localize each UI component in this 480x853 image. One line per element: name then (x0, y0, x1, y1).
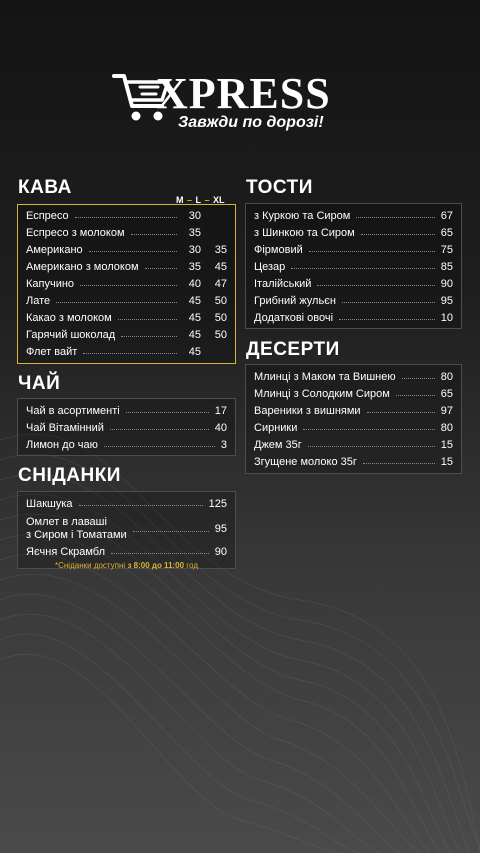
dot-leader (110, 429, 209, 430)
note-suffix: год (184, 561, 198, 570)
dot-leader (83, 353, 177, 354)
item-price-large: 50 (214, 294, 227, 307)
size-m-label: M (176, 195, 184, 205)
menu-item[interactable] (254, 419, 453, 436)
dot-leader (402, 378, 435, 379)
item-price: 17 (214, 404, 227, 417)
menu-item[interactable] (254, 402, 453, 419)
item-name: Чай Вітамінний (26, 421, 104, 434)
item-name: Американо (26, 243, 83, 256)
toasts-menu-box (245, 203, 462, 329)
item-price: 15 (440, 438, 453, 451)
dot-leader (356, 217, 434, 218)
item-price: 45 (188, 294, 201, 307)
item-name: Грибний жульєн (254, 294, 336, 307)
size-separator: – (202, 195, 213, 205)
dot-leader (121, 336, 177, 337)
size-l-label: L (195, 195, 202, 205)
note-time: з 8:00 до 11:00 (127, 561, 185, 570)
item-price: 45 (188, 311, 201, 324)
menu-item[interactable] (254, 309, 453, 326)
item-name: Шакшука (26, 497, 73, 510)
item-name: Еспресо (26, 209, 69, 222)
menu-item[interactable] (254, 258, 453, 275)
menu-item[interactable] (254, 453, 453, 470)
desserts-heading: ДЕСЕРТИ (246, 339, 340, 360)
item-name: Згущене молоко 35г (254, 455, 357, 468)
dot-leader (145, 268, 177, 269)
dot-leader (396, 395, 435, 396)
menu-item[interactable] (254, 241, 453, 258)
item-name: Сирники (254, 421, 298, 434)
menu-item[interactable] (254, 275, 453, 292)
menu-item[interactable] (26, 275, 227, 292)
item-price: 40 (188, 277, 201, 290)
coffee-heading: КАВА (18, 177, 72, 198)
item-name: Американо з молоком (26, 260, 139, 273)
item-price: 45 (188, 328, 201, 341)
item-price: 95 (214, 523, 227, 535)
item-price: 65 (440, 387, 453, 400)
item-price: 90 (214, 545, 227, 558)
menu-item[interactable] (254, 385, 453, 402)
dot-leader (367, 412, 435, 413)
dot-leader (79, 505, 203, 506)
dot-leader (104, 446, 215, 447)
menu-item[interactable] (26, 207, 227, 224)
item-name: Фірмовий (254, 243, 303, 256)
dot-leader (303, 429, 434, 430)
dot-leader (111, 553, 209, 554)
menu-item[interactable] (254, 368, 453, 385)
item-name-line: з Сиром і Томатами (26, 529, 127, 541)
dot-leader (339, 319, 435, 320)
item-name: Італійський (254, 277, 312, 290)
dot-leader (118, 319, 177, 320)
item-price-large: 47 (214, 277, 227, 290)
item-name: Гарячий шоколад (26, 328, 116, 341)
menu-item[interactable] (26, 343, 227, 360)
item-name: з Шинкою та Сиром (254, 226, 355, 239)
item-price-large: 50 (214, 311, 227, 324)
item-name: Яєчня Скрамбл (26, 545, 106, 558)
desserts-menu-box (245, 364, 462, 474)
item-price: 10 (440, 311, 453, 324)
dot-leader (89, 251, 177, 252)
item-price: 95 (440, 294, 453, 307)
item-name: Еспресо з молоком (26, 226, 125, 239)
item-price-large: 50 (214, 328, 227, 341)
menu-item[interactable] (26, 326, 227, 343)
dot-leader (133, 531, 209, 532)
coffee-menu-box (17, 204, 236, 364)
item-name: Лимон до чаю (26, 438, 98, 451)
item-price: 35 (188, 226, 201, 239)
item-name-line: Омлет в лаваші (26, 516, 107, 528)
item-name: Цезар (254, 260, 286, 273)
size-separator: – (184, 195, 195, 205)
dot-leader (75, 217, 177, 218)
brand-logo (112, 64, 372, 138)
dot-leader (309, 251, 435, 252)
menu-item[interactable] (254, 292, 453, 309)
dot-leader (126, 412, 209, 413)
breakfast-menu-box (17, 491, 236, 569)
dot-leader (80, 285, 177, 286)
item-price: 80 (440, 370, 453, 383)
item-price-large: 45 (214, 260, 227, 273)
breakfast-heading: СНІДАНКИ (18, 465, 121, 486)
item-price: 75 (440, 243, 453, 256)
item-price: 3 (220, 438, 227, 451)
item-price: 90 (440, 277, 453, 290)
item-price: 67 (440, 209, 453, 222)
item-name: Капучино (26, 277, 75, 290)
menu-item[interactable] (254, 224, 453, 241)
item-name: Флет вайт (26, 345, 78, 358)
menu-item[interactable] (26, 436, 227, 453)
item-name (26, 516, 127, 542)
toasts-heading: ТОСТИ (246, 177, 313, 198)
item-name: Какао з молоком (26, 311, 112, 324)
item-price: 15 (440, 455, 453, 468)
item-price: 40 (214, 421, 227, 434)
item-name: Лате (26, 294, 51, 307)
menu-item[interactable] (26, 514, 227, 544)
item-price: 35 (188, 260, 201, 273)
item-price: 30 (188, 243, 201, 256)
item-price: 30 (188, 209, 201, 222)
menu-item[interactable] (26, 543, 227, 560)
note-prefix: *Сніданки доступні (55, 561, 128, 570)
logo-tagline: Завжди по дорозі! (178, 114, 324, 131)
item-name: Млинці з Солодким Сиром (254, 387, 390, 400)
item-name: Вареники з вишнями (254, 404, 361, 417)
item-name: Додаткові овочі (254, 311, 334, 324)
menu-item[interactable] (26, 224, 227, 241)
item-price: 97 (440, 404, 453, 417)
item-name: Млинці з Маком та Вишнею (254, 370, 396, 383)
item-price-large: 35 (214, 243, 227, 256)
dot-leader (56, 302, 177, 303)
item-price: 65 (440, 226, 453, 239)
dot-leader (361, 234, 435, 235)
menu-item[interactable] (254, 436, 453, 453)
item-price: 85 (440, 260, 453, 273)
menu-item[interactable] (26, 309, 227, 326)
breakfast-hours-note (55, 561, 198, 570)
tea-menu-box (17, 398, 236, 456)
dot-leader (308, 446, 435, 447)
menu-item[interactable] (26, 495, 227, 512)
menu-item[interactable] (26, 258, 227, 275)
item-price: 125 (208, 497, 227, 510)
logo-wordmark: XPRESS (156, 69, 331, 118)
dot-leader (363, 463, 435, 464)
tea-heading: ЧАЙ (18, 373, 61, 394)
item-name: з Куркою та Сиром (254, 209, 351, 222)
menu-item[interactable] (26, 241, 227, 258)
dot-leader (317, 285, 434, 286)
menu-item[interactable] (26, 402, 227, 419)
dot-leader (291, 268, 434, 269)
dot-leader (342, 302, 435, 303)
size-xl-label: XL (213, 195, 225, 205)
item-price: 80 (440, 421, 453, 434)
menu-item[interactable] (26, 292, 227, 309)
item-name: Чай в асортименті (26, 404, 120, 417)
menu-item[interactable] (254, 207, 453, 224)
item-price: 45 (188, 345, 201, 358)
dot-leader (131, 234, 177, 235)
item-name: Джем 35г (254, 438, 302, 451)
menu-item[interactable] (26, 419, 227, 436)
